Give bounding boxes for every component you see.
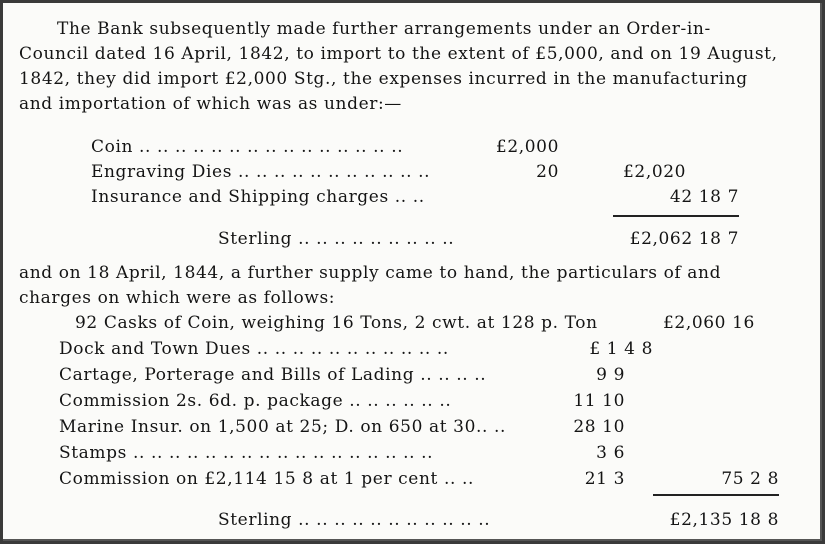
paragraph-1-line-3: 1842, they did import £2,000 Stg., the expenses incurred in the manufacturing: [19, 69, 748, 89]
table-2-row-col1: 28 10: [573, 417, 625, 437]
table-2-total-value: £2,135 18 8: [669, 510, 779, 530]
table-2-row-label: Marine Insur. on 1,500 at 25; D. on 650 at 30.. ..: [59, 417, 507, 437]
table-1-row-col2: 42 18 7: [669, 187, 739, 207]
table-1-total-rule: [613, 215, 739, 217]
table-1-row-label: Engraving Dies .. .. .. .. .. .. .. .. .. .. ..: [91, 162, 431, 182]
paragraph-1-line-4: and importation of which was as under:—: [19, 94, 402, 114]
table-2-row-label: Dock and Town Dues .. .. .. .. .. .. .. .. .. .. ..: [59, 339, 449, 359]
table-2-row-col1: 11 10: [573, 391, 625, 411]
table-2-head-value: £2,060 16: [663, 313, 755, 333]
table-1-row-label: Insurance and Shipping charges .. ..: [91, 187, 425, 207]
table-2-row-col2: 75 2 8: [721, 469, 779, 489]
table-1-row-col1: £2,000: [495, 137, 559, 157]
table-1-total-value: £2,062 18 7: [629, 229, 739, 249]
table-2-row-label: Commission on £2,114 15 8 at 1 per cent .. ..: [59, 469, 474, 489]
table-1-total-label: Sterling .. .. .. .. .. .. .. .. ..: [218, 229, 455, 249]
table-2-head-line: 92 Casks of Coin, weighing 16 Tons, 2 cwt. at 128 p. Ton: [75, 313, 598, 333]
table-2-row-label: Stamps .. .. .. .. .. .. .. .. .. .. .. .. .. .. .. .. ..: [59, 443, 434, 463]
table-1-row-col1: 20: [536, 162, 559, 182]
paragraph-2-line-2: charges on which were as follows:: [19, 288, 336, 308]
table-1-row-label: Coin .. .. .. .. .. .. .. .. .. .. .. .. .. .. ..: [91, 137, 404, 157]
table-2-row-col1: 21 3: [584, 469, 625, 489]
paragraph-1-line-2: Council dated 16 April, 1842, to import to the extent of £5,000, and on 19 August,: [19, 44, 778, 64]
table-2-row-col1: 9 9: [596, 365, 625, 385]
table-2-total-rule: [653, 494, 779, 496]
table-2-row-col1: 3 6: [596, 443, 625, 463]
table-1-row-col2: £2,020: [623, 162, 687, 182]
paragraph-2-line-1: and on 18 April, 1844, a further supply came to hand, the particulars of and: [19, 263, 722, 283]
table-2-row-label: Commission 2s. 6d. p. package .. .. .. .. .. ..: [59, 391, 452, 411]
paragraph-1-line-1: The Bank subsequently made further arrangements under an Order-in-: [57, 19, 711, 39]
document-page: [3, 3, 822, 541]
table-2-row-label: Cartage, Porterage and Bills of Lading .. .. .. ..: [59, 365, 487, 385]
table-2-total-label: Sterling .. .. .. .. .. .. .. .. .. .. ..: [218, 510, 491, 530]
table-2-row-col1: £ 1 4 8: [589, 339, 653, 359]
